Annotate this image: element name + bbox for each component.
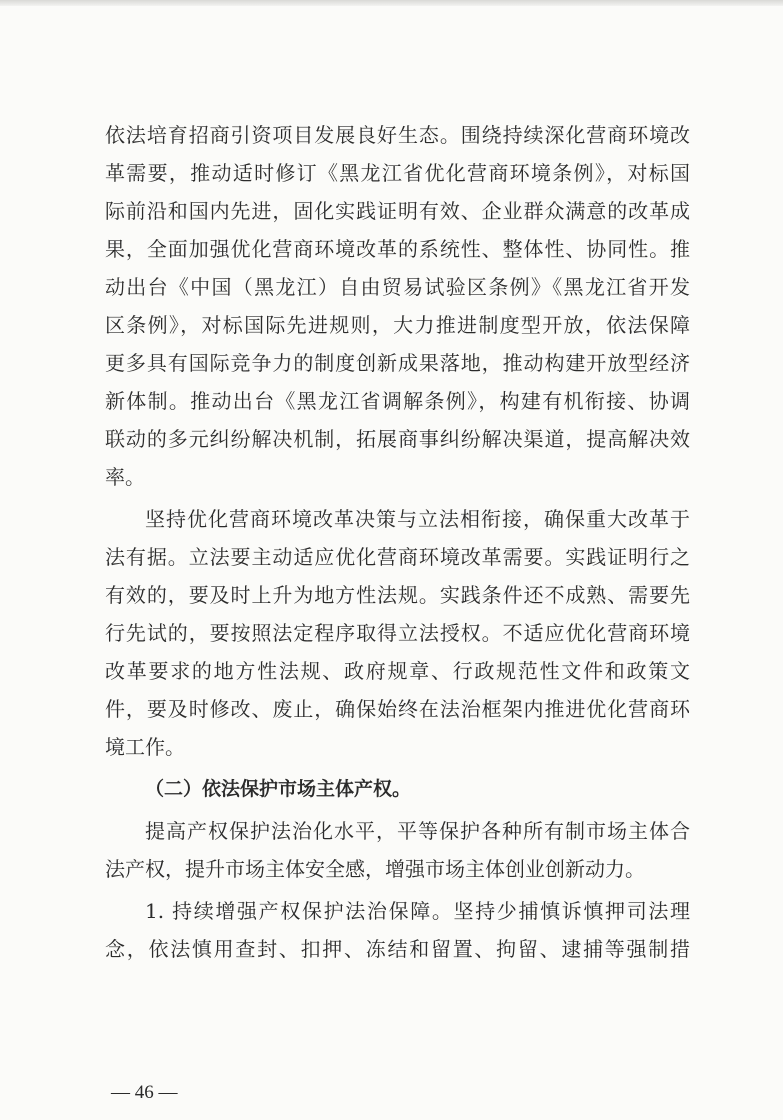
paragraph-line: 念，依法慎用查封、扣押、冻结和留置、拘留、逮捕等强制措 (105, 937, 690, 961)
paragraph-line: 革需要，推动适时修订《黑龙江省优化营商环境条例》，对标国 (105, 161, 690, 185)
page-number: — 46 — (111, 1082, 178, 1103)
paragraph-line: 联动的多元纠纷解决机制，拓展商事纠纷解决渠道，提高解决效 (105, 427, 690, 451)
paragraph-line: 动出台《中国（黑龙江）自由贸易试验区条例》《黑龙江省开发 (105, 275, 690, 299)
document-body (105, 116, 690, 968)
paragraph-line: 境工作。 (105, 735, 185, 759)
paragraph-2 (105, 500, 690, 766)
scan-top-edge (0, 0, 783, 6)
paragraph-line: 区条例》，对标国际先进规则，大力推进制度型开放，依法保障 (105, 313, 690, 337)
paragraph-line: 新体制。推动出台《黑龙江省调解条例》，构建有机衔接、协调 (105, 389, 690, 413)
paragraph-line: 有效的，要及时上升为地方性法规。实践条件还不成熟、需要先 (105, 583, 690, 607)
paragraph-line: 法有据。立法要主动适应优化营商环境改革需要。实践证明行之 (105, 545, 690, 569)
paragraph-line: 行先试的，要按照法定程序取得立法授权。不适应优化营商环境 (105, 621, 690, 645)
paragraph-3 (105, 812, 690, 888)
paragraph-4 (105, 892, 690, 968)
paragraph-line: 更多具有国际竞争力的制度创新成果落地，推动构建开放型经济 (105, 351, 690, 375)
paragraph-line: 法产权，提升市场主体安全感，增强市场主体创业创新动力。 (105, 857, 645, 881)
paragraph-line: 际前沿和国内先进，固化实践证明有效、企业群众满意的改革成 (105, 199, 690, 223)
paragraph-line: 改革要求的地方性法规、政府规章、行政规范性文件和政策文 (105, 659, 690, 683)
paragraph-line: 提高产权保护法治化水平，平等保护各种所有制市场主体合 (145, 819, 690, 843)
paragraph-line: 坚持优化营商环境改革决策与立法相衔接，确保重大改革于 (145, 507, 690, 531)
paragraph-1 (105, 116, 690, 496)
paragraph-line: 1. 持续增强产权保护法治保障。坚持少捕慎诉慎押司法理 (145, 899, 690, 923)
section-heading (105, 770, 690, 808)
paragraph-line: 依法培育招商引资项目发展良好生态。围绕持续深化营商环境改 (105, 123, 690, 147)
paragraph-line: 果，全面加强优化营商环境改革的系统性、整体性、协同性。推 (105, 237, 690, 261)
paragraph-line: 件，要及时修改、废止，确保始终在法治框架内推进优化营商环 (105, 697, 690, 721)
paragraph-line: 率。 (105, 465, 145, 489)
section-heading-text: （二）依法保护市场主体产权。 (145, 778, 412, 800)
